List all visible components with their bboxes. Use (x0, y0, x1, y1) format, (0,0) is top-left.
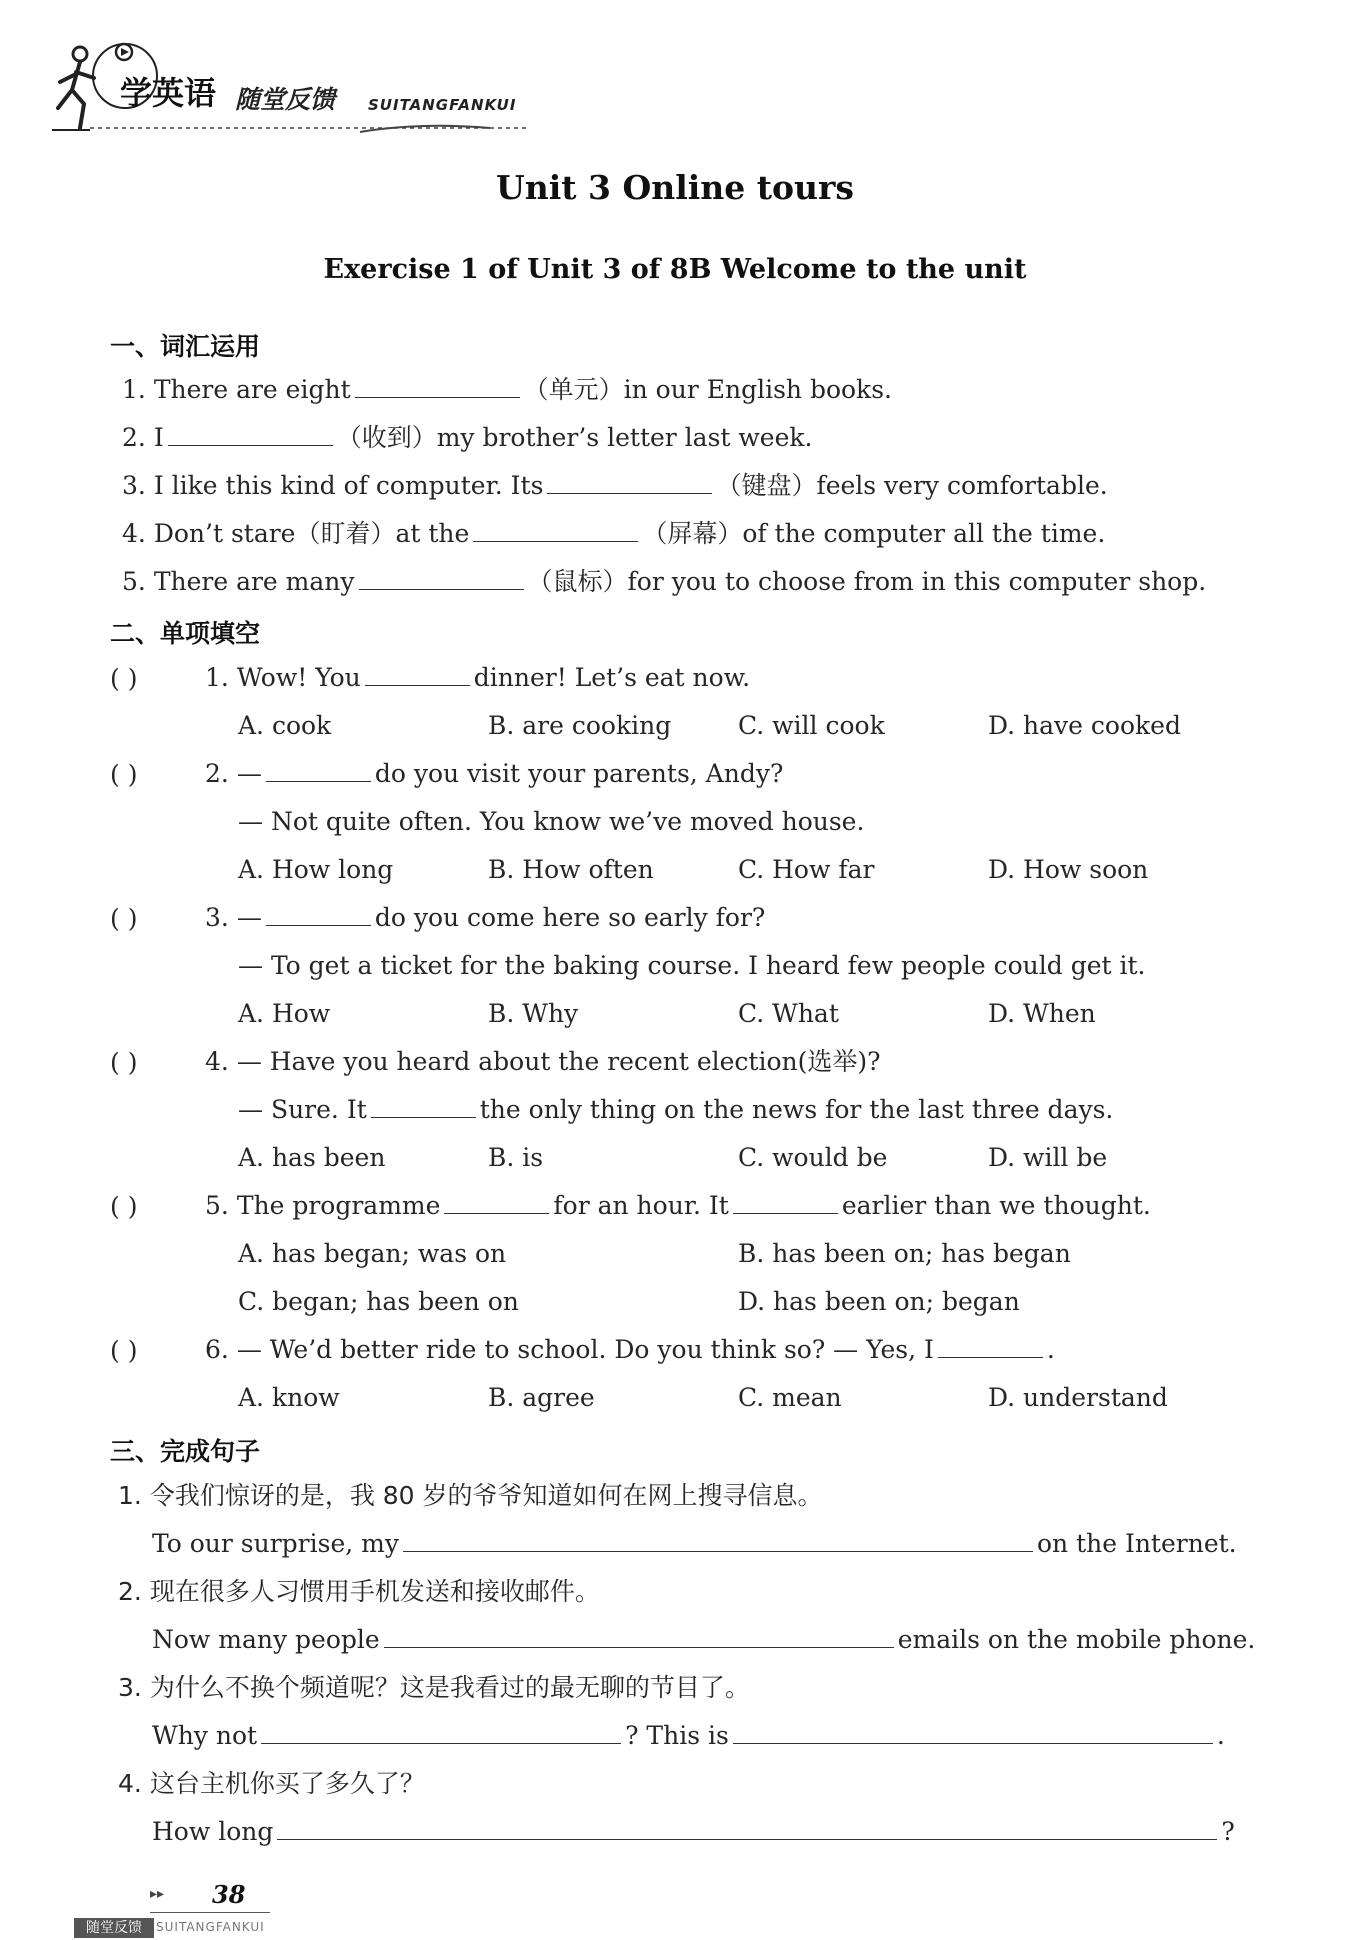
footer-english: SUITANGFANKUI (156, 1920, 265, 1934)
answer-blank[interactable] (384, 1627, 894, 1648)
answer-paren[interactable]: ( ) (110, 1336, 138, 1365)
option[interactable]: D. will be (988, 1143, 1108, 1172)
option[interactable]: A. cook (238, 711, 332, 740)
question-3-reply: — To get a ticket for the baking course. I heard few people could get it. (238, 951, 1146, 980)
page-title: Unit 3 Online tours (496, 168, 854, 207)
sentence-en: How long ? (152, 1817, 1235, 1846)
answer-blank[interactable] (444, 1193, 549, 1214)
option[interactable]: B. How often (488, 855, 654, 884)
option[interactable]: D. has been on; began (738, 1287, 1020, 1316)
header-logo (50, 38, 530, 138)
option[interactable]: D. How soon (988, 855, 1149, 884)
answer-blank[interactable] (266, 905, 371, 926)
vocab-item: 5. There are many （鼠标）for you to choose from in this computer shop. (122, 567, 1207, 596)
answer-blank[interactable] (733, 1193, 838, 1214)
footer-divider (150, 1912, 270, 1913)
question-6: 6. — We’d better ride to school. Do you think so? — Yes, I . (205, 1335, 1055, 1364)
sentence-en: Now many people emails on the mobile phone. (152, 1625, 1256, 1654)
answer-paren[interactable]: ( ) (110, 904, 138, 933)
question-3: 3. — do you come here so early for? (205, 903, 766, 932)
answer-paren[interactable]: ( ) (110, 1192, 138, 1221)
page-subtitle: Exercise 1 of Unit 3 of 8B Welcome to the unit (323, 254, 1027, 285)
sentence-cn: 1. 令我们惊讶的是，我 80 岁的爷爷知道如何在网上搜寻信息。 (118, 1481, 823, 1510)
sentence-en: To our surprise, my on the Internet. (152, 1529, 1237, 1558)
vocab-item: 3. I like this kind of computer. Its （键盘）feels very comfortable. (122, 471, 1108, 500)
logo-underline (90, 118, 530, 138)
answer-paren[interactable]: ( ) (110, 760, 138, 789)
logo-title: 学英语 (120, 74, 217, 112)
option[interactable]: C. began; has been on (238, 1287, 519, 1316)
answer-blank[interactable] (403, 1531, 1033, 1552)
question-2: 2. — do you visit your parents, Andy? (205, 759, 784, 788)
sentence-cn: 2. 现在很多人习惯用手机发送和接收邮件。 (118, 1577, 600, 1606)
vocab-item: 1. There are eight （单元）in our English books. (122, 375, 892, 404)
page-number: 38 (212, 1880, 246, 1909)
sentence-cn: 3. 为什么不换个频道呢？这是我看过的最无聊的节目了。 (118, 1673, 750, 1702)
option[interactable]: B. has been on; has began (738, 1239, 1071, 1268)
answer-blank[interactable] (365, 665, 470, 686)
question-4-reply: — Sure. It the only thing on the news for the last three days. (238, 1095, 1114, 1124)
option[interactable]: D. have cooked (988, 711, 1181, 740)
logo-subtitle: 随堂反馈 (235, 85, 336, 114)
option[interactable]: C. mean (738, 1383, 842, 1412)
option[interactable]: D. understand (988, 1383, 1168, 1412)
answer-paren[interactable]: ( ) (110, 664, 138, 693)
answer-blank[interactable] (168, 425, 333, 446)
option[interactable]: A. How long (238, 855, 394, 884)
question-5: 5. The programme for an hour. It earlier than we thought. (205, 1191, 1151, 1220)
sentence-cn: 4. 这台主机你买了多久了？ (118, 1769, 425, 1798)
answer-blank[interactable] (473, 521, 638, 542)
answer-paren[interactable]: ( ) (110, 1048, 138, 1077)
answer-blank[interactable] (547, 473, 712, 494)
question-2-reply: — Not quite often. You know we’ve moved house. (238, 807, 865, 836)
answer-blank[interactable] (277, 1819, 1217, 1840)
logo-english: SUITANGFANKUI (368, 96, 517, 114)
answer-blank[interactable] (266, 761, 371, 782)
answer-blank[interactable] (733, 1723, 1213, 1744)
option[interactable]: B. are cooking (488, 711, 672, 740)
option[interactable]: A. know (238, 1383, 340, 1412)
section-heading-vocab: 一、词汇运用 (110, 332, 261, 361)
section-heading-sentences: 三、完成句子 (110, 1437, 261, 1466)
answer-blank[interactable] (261, 1723, 621, 1744)
option[interactable]: A. How (238, 999, 331, 1028)
question-1: 1. Wow! You dinner! Let’s eat now. (205, 663, 751, 692)
option[interactable]: B. agree (488, 1383, 595, 1412)
option[interactable]: C. How far (738, 855, 875, 884)
footer-label: 随堂反馈 (74, 1918, 154, 1938)
answer-blank[interactable] (371, 1097, 476, 1118)
option[interactable]: C. would be (738, 1143, 888, 1172)
option[interactable]: C. What (738, 999, 839, 1028)
option[interactable]: A. has been (238, 1143, 386, 1172)
sentence-en: Why not ? This is . (152, 1721, 1225, 1750)
arrow-icon: ▸▸ (150, 1886, 165, 1902)
option[interactable]: D. When (988, 999, 1096, 1028)
option[interactable]: A. has began; was on (238, 1239, 507, 1268)
answer-blank[interactable] (359, 569, 524, 590)
option[interactable]: B. is (488, 1143, 544, 1172)
question-4: 4. — Have you heard about the recent election(选举)? (205, 1047, 881, 1076)
vocab-item: 4. Don’t stare（盯着）at the （屏幕）of the computer all the time. (122, 519, 1106, 548)
option[interactable]: B. Why (488, 999, 579, 1028)
section-heading-choice: 二、单项填空 (110, 619, 261, 648)
vocab-item: 2. I （收到）my brother’s letter last week. (122, 423, 813, 452)
answer-blank[interactable] (938, 1337, 1043, 1358)
answer-blank[interactable] (355, 377, 520, 398)
option[interactable]: C. will cook (738, 711, 885, 740)
